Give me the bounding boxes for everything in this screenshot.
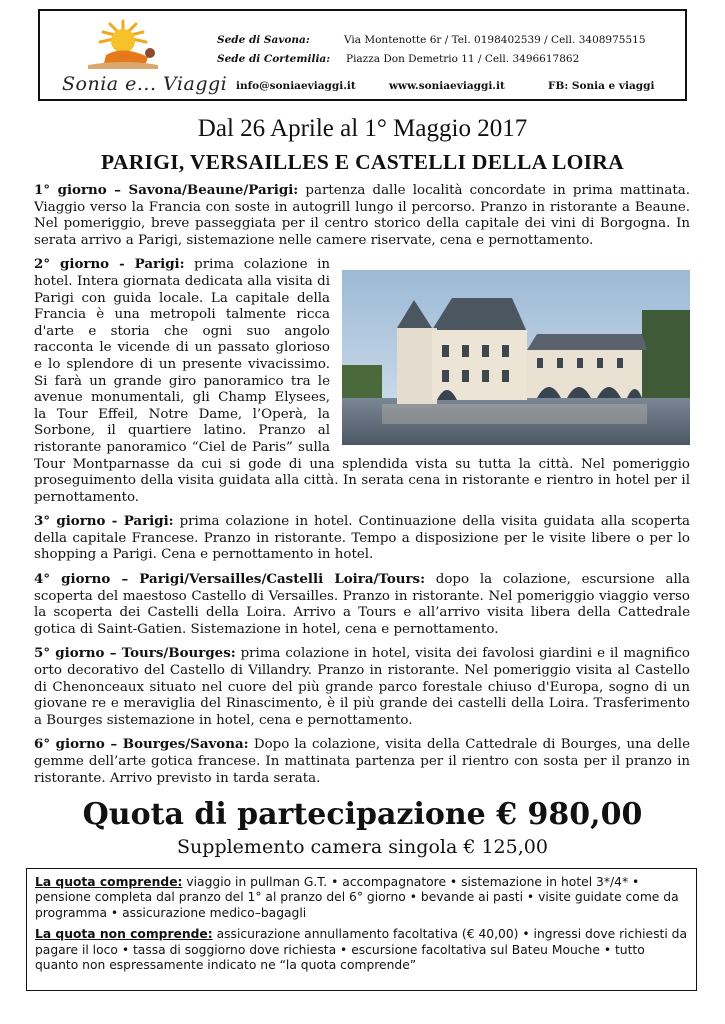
day-text: prima colazione in hotel. Intera giornata dedicata alla visita di Parigi con guida locale. La capitale della Francia è una metropoli talmente ricca d'arte e storia che ogni suo angolo racconta le vicende di un passato glorioso e lo splendore di un presente vivacissimo. Si farà un grande giro panoramico tra le avenue monumentali, gli Champ Elysees, la Tour Effeil, Notre Dame, l’Operà, la Sorbone, il quartiere latino. Pranzo al ristorante panoramico “Ciel de Paris” sulla Tour Montparnasse da cui si gode di una splendida vista su tutta la città. Nel pomeriggio proseguimento della visita guidata alla città. In serata cena in ristorante e rientro in hotel per il pernottamento. bbox=[34, 257, 690, 505]
cortemilia-info: Piazza Don Demetrio 11 / Cell. 3496617862 bbox=[346, 53, 580, 65]
day-text: partenza dalle località concordate in prima mattinata. Viaggio verso la Francia con soste in autogrill lungo il percorso. Pranzo in ristorante a Beaune. Nel pomeriggio, breve passeggiata per il centro storico della capitale dei vini di Borgogna. In serata arrivo a Parigi, sistemazione nelle camere riservate, cena e pernottamento. bbox=[34, 183, 690, 248]
day-text: prima colazione in hotel. Continuazione della visita guidata alla scoperta della capitale Francese. Pranzo in ristorante. Tempo a disposizione per le visite libere o per lo shopping a Parigi. Cena e pernottamento in hotel. bbox=[34, 514, 690, 563]
trip-dates: Dal 26 Aprile al 1° Maggio 2017 bbox=[197, 115, 528, 142]
day-3 bbox=[34, 513, 690, 564]
day-2 bbox=[34, 256, 690, 506]
sun-logo-icon bbox=[48, 15, 198, 75]
includes-label: La quota comprende: bbox=[35, 875, 183, 889]
day-heading: 4° giorno – Parigi/Versailles/Castelli Loira/Tours: bbox=[34, 571, 426, 588]
day-heading: 3° giorno - Parigi: bbox=[34, 513, 174, 530]
price-conditions-box bbox=[26, 868, 697, 991]
cortemilia-label: Sede di Cortemilia: bbox=[217, 53, 331, 65]
website-link[interactable]: www.soniaeviaggi.it bbox=[389, 80, 505, 92]
day-text: prima colazione in hotel, visita dei favolosi giardini e il magnifico orto decorativo del Castello di Villandry. Pranzo in ristorante. Nel pomeriggio visita al Castello di Chenonceaux situato nel cuore del più grande parco forestale chiuso d'Europa, sogno di un giovane re e meraviglia del Rinascimento, è il più grande dei castelli della Loira. Trasferimento a Bourges sistemazione in hotel, cena e pernottamento. bbox=[34, 646, 690, 728]
letterhead bbox=[38, 9, 687, 101]
itinerary bbox=[34, 182, 690, 794]
email-link[interactable]: info@soniaeviaggi.it bbox=[236, 80, 356, 92]
day-heading: 2° giorno - Parigi: bbox=[34, 256, 185, 273]
logo-text: Sonia e... Viaggi bbox=[62, 73, 228, 95]
day-heading: 1° giorno – Savona/Beaune/Parigi: bbox=[34, 182, 299, 198]
includes-paragraph bbox=[35, 875, 688, 921]
price-heading: Quota di partecipazione € 980,00 bbox=[82, 797, 643, 832]
excludes-label: La quota non comprende: bbox=[35, 927, 213, 942]
day-6 bbox=[34, 736, 690, 787]
excludes-paragraph bbox=[35, 927, 688, 973]
day-4 bbox=[34, 571, 690, 638]
day-text: Dopo la colazione, visita della Cattedrale di Bourges, una delle gemme dell’arte gotica francese. In mattinata partenza per il rientro con sosta per il pranzo in ristorante. Arrivo previsto in tarda serata. bbox=[34, 737, 690, 786]
excludes-text: assicurazione annullamento facoltativa (€ 40,00) • ingressi dove richiesti da pagare il loco • tassa di soggiorno dove richiesta • escursione facoltativa sul Bateu Mouche • tutto quanto non espressamente indicato ne “la quota comprende” bbox=[35, 927, 688, 973]
facebook-link[interactable]: FB: Sonia e viaggi bbox=[548, 80, 655, 92]
day-text: dopo la colazione, escursione alla scoperta del maestoso Castello di Versailles. Pranzo in ristorante. Nel pomeriggio viaggio verso la scoperta dei Castelli della Loira. Arrivo a Tours e all’arrivo visita libera della Cattedrale gotica di Saint-Gatien. Sistemazione in hotel, cena e pernottamento. bbox=[34, 572, 691, 637]
day-5 bbox=[34, 645, 690, 729]
agency-logo bbox=[48, 15, 228, 97]
day-heading: 6° giorno – Bourges/Savona: bbox=[34, 736, 249, 753]
day-1 bbox=[34, 182, 690, 249]
includes-text: viaggio in pullman G.T. • accompagnatore • sistemazione in hotel 3*/4* • pensione completa dal pranzo del 1° al pranzo del 6° giorno • bevande ai pasti • visite guidate come da programma • assicurazione medico–bagagli bbox=[35, 875, 679, 920]
single-room-supplement: Supplemento camera singola € 125,00 bbox=[177, 836, 548, 858]
day-heading: 5° giorno – Tours/Bourges: bbox=[34, 645, 236, 662]
savona-info: Via Montenotte 6r / Tel. 0198402539 / Cell. 3408975515 bbox=[344, 34, 646, 46]
savona-label: Sede di Savona: bbox=[217, 34, 310, 46]
chenonceau-castle-photo bbox=[342, 270, 690, 445]
trip-title: PARIGI, VERSAILLES E CASTELLI DELLA LOIRA bbox=[101, 150, 624, 174]
